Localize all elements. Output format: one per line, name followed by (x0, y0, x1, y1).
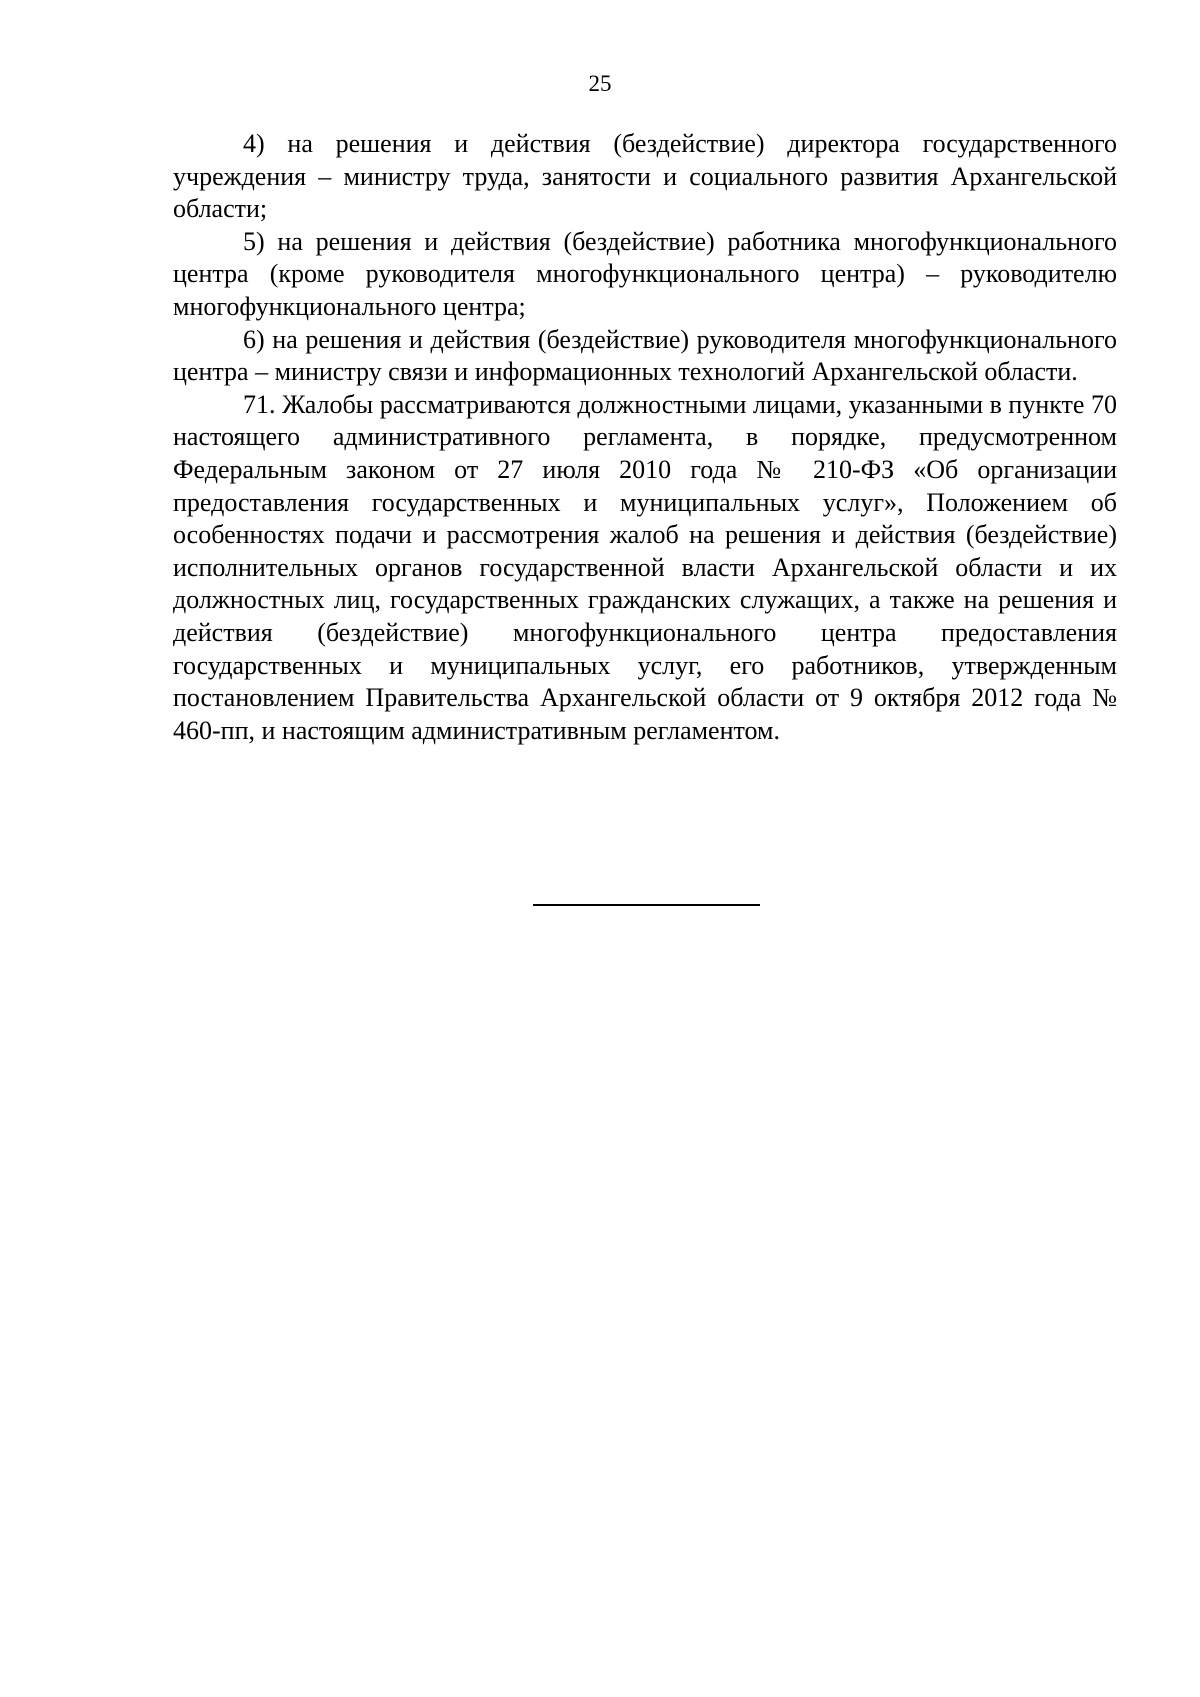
paragraph-item-5: 5) на решения и действия (бездействие) работника многофункционального центра (кроме руководителя многофункционального центра) – руководителю многофункционального центра; (173, 226, 1117, 321)
paragraph-item-6: 6) на решения и действия (бездействие) руководителя многофункционального центра – министру связи и информационных технологий Архангельской области. (173, 324, 1117, 387)
page-number: 25 (588, 71, 612, 96)
paragraph-clause-71: 71. Жалобы рассматриваются должностными лицами, указанными в пункте 70 настоящего административного регламента, в порядке, предусмотренном Федеральным законом от 27 июля 2010 года № 210-ФЗ «Об организации предоставления государственных и муниципальных услуг», Положением об особенностях подачи и рассмотрения жалоб на решения и действия (бездействие) исполнительных органов государственной власти Архангельской области и их должностных лиц, государственных гражданских служащих, а также на решения и действия (бездействие) многофункционального центра предоставления государственных и муниципальных услуг, его работников, утвержденным постановлением Правительства Архангельской области от 9 октября 2012 года № 460-пп, и настоящим административным регламентом. (173, 389, 1117, 745)
paragraph-item-4: 4) на решения и действия (бездействие) директора государственного учреждения – министру труда, занятости и социального развития Архангельской области; (173, 129, 1117, 224)
end-of-document-rule (533, 904, 760, 906)
document-body (173, 128, 1117, 747)
